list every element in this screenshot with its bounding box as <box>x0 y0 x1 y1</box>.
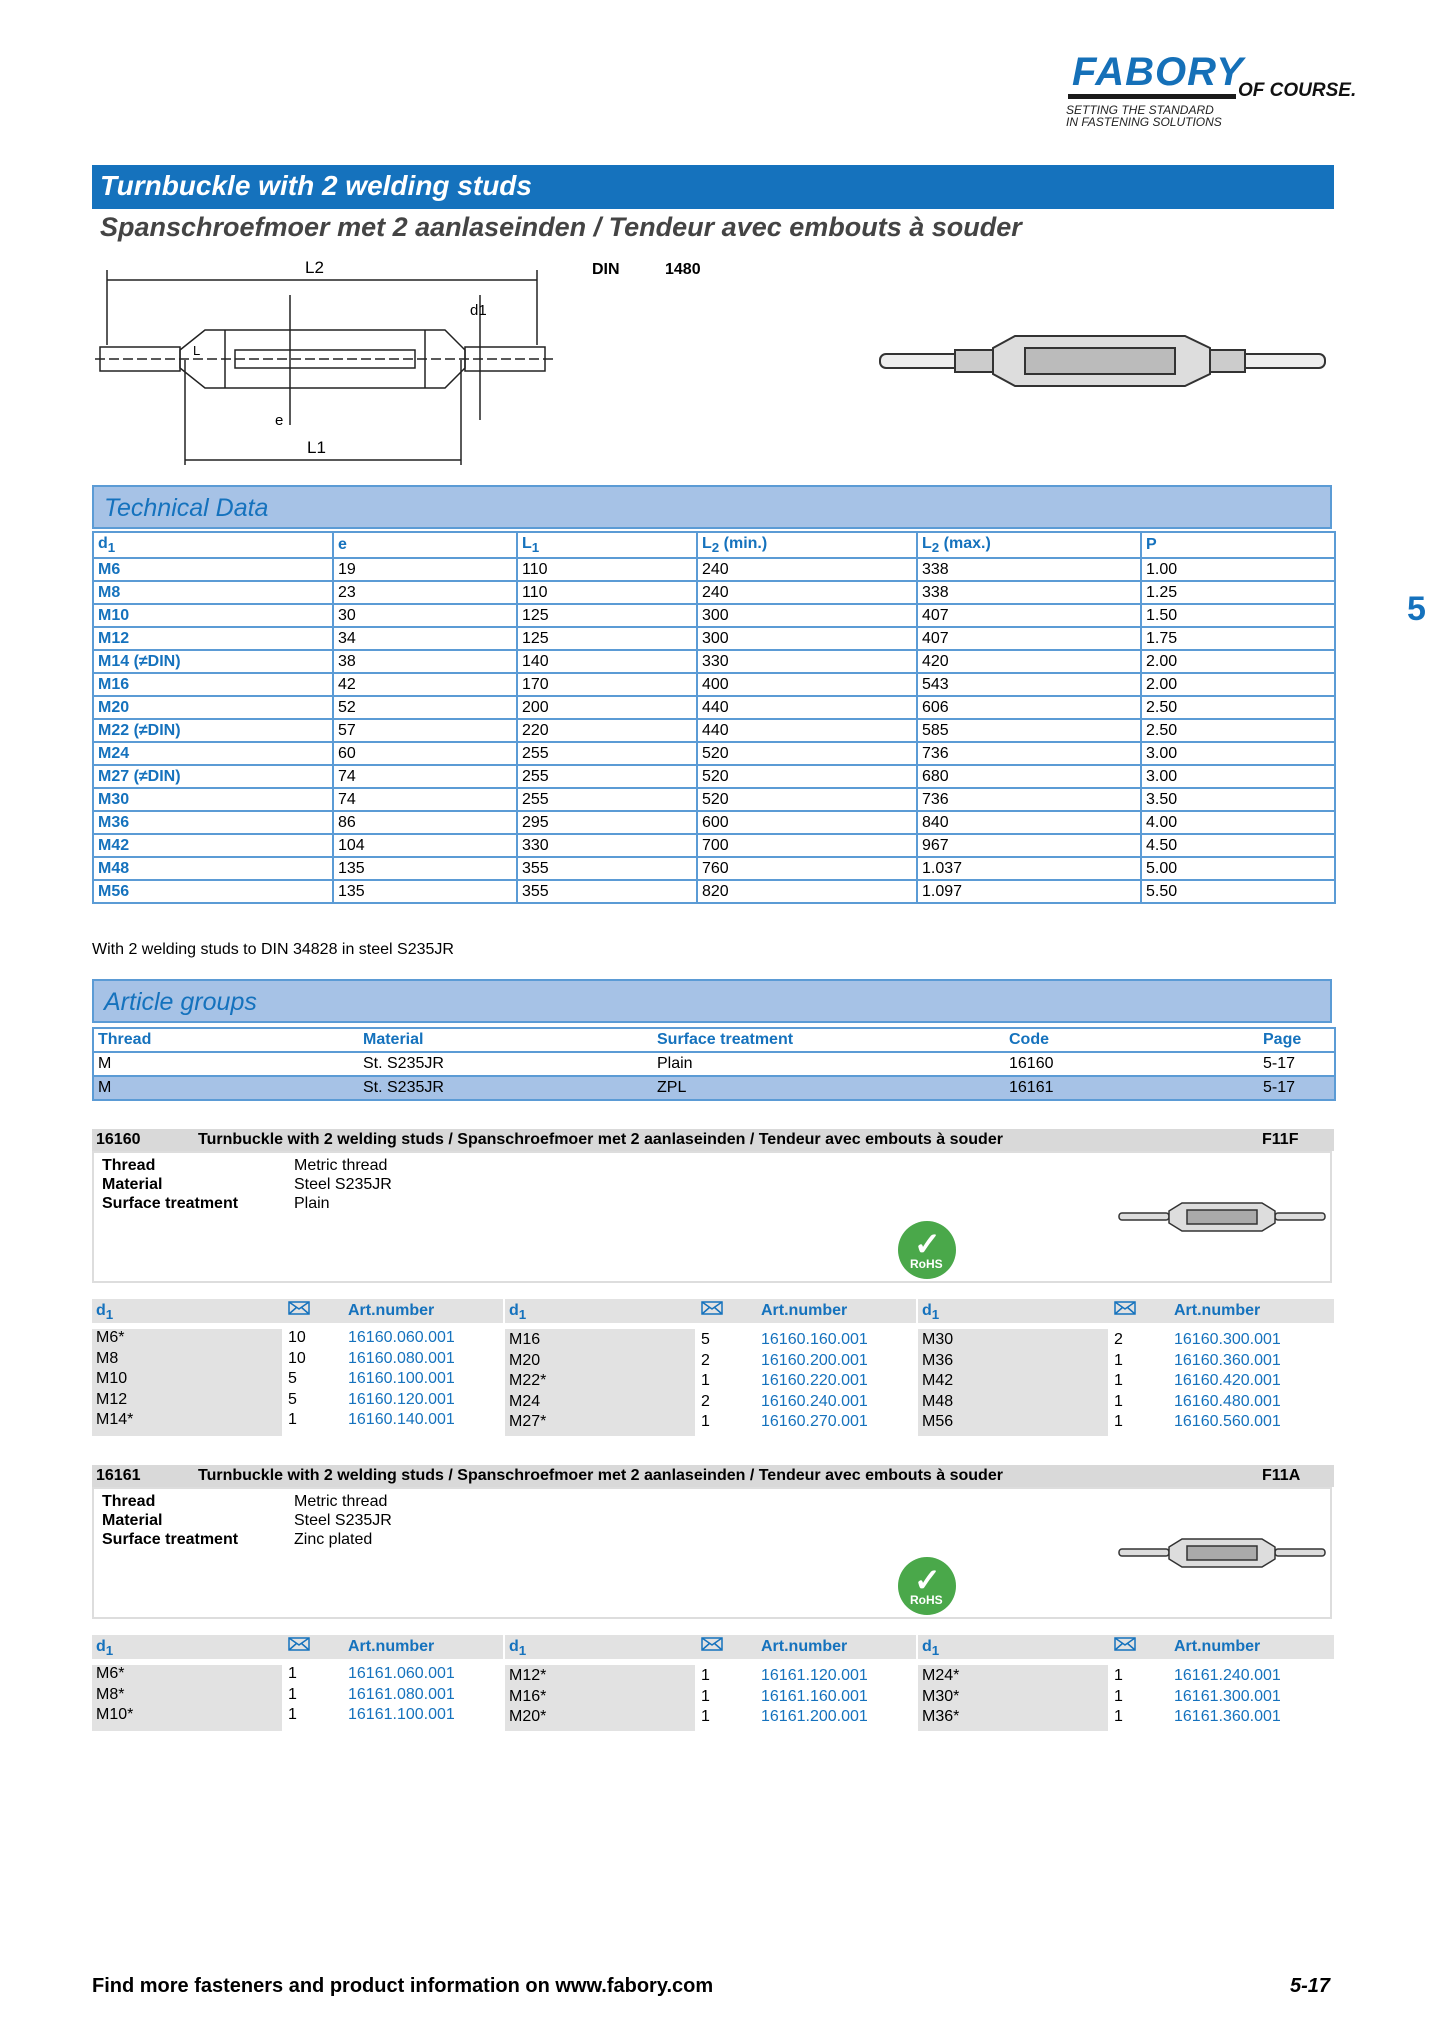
table-cell: 355 <box>517 857 697 880</box>
table-cell: 400 <box>697 673 917 696</box>
table-cell: 820 <box>697 880 917 903</box>
package-qty: 1 <box>1114 1708 1123 1725</box>
din-number: 1480 <box>665 261 701 278</box>
articles-header <box>92 1635 503 1659</box>
table-cell: 736 <box>917 742 1141 765</box>
table-cell: 220 <box>517 719 697 742</box>
thread-size: M30* <box>922 1687 960 1705</box>
ag-cell: St. S235JR <box>363 1055 444 1072</box>
property-label: Surface treatment <box>102 1531 239 1548</box>
thread-size: M22* <box>509 1372 547 1389</box>
label-e: e <box>275 412 284 429</box>
thread-size: M24 <box>509 1392 541 1410</box>
table-cell: 74 <box>333 788 517 811</box>
thread-size: M8* <box>96 1685 125 1703</box>
product-title: Turnbuckle with 2 welding studs / Spanschroefmoer met 2 aanlaseinden / Tendeur avec embouts à souder <box>198 1131 1003 1148</box>
table-cell: 736 <box>917 788 1141 811</box>
product-header-bar <box>92 1129 1334 1151</box>
article-groups-title: Article groups <box>104 988 257 1016</box>
article-number-link[interactable]: 16161.300.001 <box>1174 1687 1281 1705</box>
article-number-link[interactable]: 16160.200.001 <box>761 1351 868 1369</box>
col-art-number: Art.number <box>761 1638 848 1655</box>
article-groups-header <box>92 979 1332 1023</box>
table-row <box>93 834 1335 857</box>
property-value: Plain <box>294 1195 330 1212</box>
article-number-link[interactable]: 16160.360.001 <box>1174 1351 1281 1369</box>
package-qty: 1 <box>288 1685 297 1703</box>
thread-size-cell: M22 (≠DIN) <box>93 719 333 742</box>
table-row <box>93 811 1335 834</box>
article-number-link[interactable]: 16160.100.001 <box>348 1370 455 1387</box>
table-cell: 1.25 <box>1141 581 1335 604</box>
articles-header <box>918 1635 1334 1659</box>
col-d1: $d_1$ <box>922 1638 940 1659</box>
col-d1: $d_1$ <box>93 532 333 558</box>
ag-cell: ZPL <box>653 1076 1005 1100</box>
table-cell: 3.00 <box>1141 742 1335 765</box>
article-number-link[interactable]: 16161.240.001 <box>1174 1667 1281 1684</box>
brand-logo: FABORY <box>1072 50 1244 94</box>
article-number-link[interactable]: 16160.160.001 <box>761 1331 868 1348</box>
ag-col-surface: Surface treatment <box>653 1028 1005 1052</box>
table-row <box>93 742 1335 765</box>
thread-size: M42 <box>922 1372 954 1389</box>
article-number-link[interactable]: 16160.560.001 <box>1174 1413 1281 1430</box>
table-cell: 3.50 <box>1141 788 1335 811</box>
thread-size: M14* <box>96 1411 134 1428</box>
col-art-number: Art.number <box>348 1302 435 1319</box>
checkmark-icon: ✓ <box>914 1562 941 1598</box>
col-p: P <box>1141 532 1335 558</box>
ag-cell: M <box>98 1055 112 1072</box>
table-cell: 170 <box>517 673 697 696</box>
table-cell: 355 <box>517 880 697 903</box>
package-qty: 5 <box>288 1370 297 1387</box>
package-qty: 1 <box>701 1413 710 1430</box>
ag-col-page: Page <box>1259 1028 1335 1052</box>
turnbuckle-photo <box>875 328 1335 398</box>
property-label: Surface treatment <box>102 1195 239 1212</box>
thread-size: M20 <box>509 1351 541 1369</box>
product-code: 16161 <box>96 1467 141 1484</box>
property-value: Metric thread <box>294 1493 388 1510</box>
thread-size: M20* <box>509 1708 547 1725</box>
table-cell: 700 <box>697 834 917 857</box>
thread-size: M12 <box>96 1390 128 1408</box>
technical-note: With 2 welding studs to DIN 34828 in steel S235JR <box>92 941 454 958</box>
package-qty: 1 <box>288 1665 297 1682</box>
table-row <box>93 788 1335 811</box>
table-cell: 240 <box>697 558 917 581</box>
envelope-icon <box>1114 1300 1136 1321</box>
col-l2-min: $L_2$ (min.) <box>697 532 917 558</box>
table-cell: 125 <box>517 627 697 650</box>
col-d1: $d_1$ <box>96 1638 114 1659</box>
table-cell: 1.097 <box>917 880 1141 903</box>
article-number-link[interactable]: 16160.300.001 <box>1174 1331 1281 1348</box>
label-l2: L2 <box>305 258 324 277</box>
table-cell: 255 <box>517 742 697 765</box>
thread-size: M10* <box>96 1706 134 1723</box>
thread-size-cell: M8 <box>93 581 333 604</box>
table-cell: 38 <box>333 650 517 673</box>
table-cell: 520 <box>697 765 917 788</box>
turnbuckle-thumbnail <box>1117 1199 1327 1235</box>
table-cell: 1.75 <box>1141 627 1335 650</box>
envelope-icon <box>288 1636 310 1657</box>
table-cell: 5.50 <box>1141 880 1335 903</box>
ag-col-code: Code <box>1005 1028 1259 1052</box>
table-cell: 2.00 <box>1141 673 1335 696</box>
ag-cell: 16161 <box>1005 1076 1259 1100</box>
thread-size-cell: M14 (≠DIN) <box>93 650 333 673</box>
page-subtitle: Spanschroefmoer met 2 aanlaseinden / Tendeur avec embouts à souder <box>100 212 1022 242</box>
property-label: Thread <box>102 1493 156 1510</box>
table-cell: 5.00 <box>1141 857 1335 880</box>
property-value: Metric thread <box>294 1157 388 1174</box>
table-row <box>93 765 1335 788</box>
thread-size-cell: M6 <box>93 558 333 581</box>
table-row <box>93 1076 1335 1100</box>
thread-size-cell: M10 <box>93 604 333 627</box>
turnbuckle-thumbnail <box>1117 1535 1327 1571</box>
col-art-number: Art.number <box>348 1638 435 1655</box>
table-row <box>93 673 1335 696</box>
table-cell: 585 <box>917 719 1141 742</box>
article-groups-table <box>92 1027 1336 1101</box>
logo-tagline-line-2: IN FASTENING SOLUTIONS <box>1066 115 1222 129</box>
articles-header <box>92 1299 503 1323</box>
thread-size: M36* <box>922 1708 960 1725</box>
property-label: Material <box>102 1512 163 1529</box>
table-row <box>93 857 1335 880</box>
property-label: Material <box>102 1176 163 1193</box>
col-d1: $d_1$ <box>509 1638 527 1659</box>
table-cell: 1.50 <box>1141 604 1335 627</box>
table-cell: 440 <box>697 696 917 719</box>
col-l1: $L_1$ <box>517 532 697 558</box>
table-row <box>93 650 1335 673</box>
technical-data-title: Technical Data <box>104 494 269 522</box>
thread-size: M48 <box>922 1392 954 1410</box>
article-number-link[interactable]: 16161.080.001 <box>348 1685 455 1703</box>
table-cell: 407 <box>917 604 1141 627</box>
rohs-badge <box>898 1221 956 1279</box>
table-cell: 840 <box>917 811 1141 834</box>
table-cell: 52 <box>333 696 517 719</box>
package-qty: 1 <box>1114 1372 1123 1389</box>
product-title: Turnbuckle with 2 welding studs / Spanschroefmoer met 2 aanlaseinden / Tendeur avec embouts à souder <box>198 1467 1003 1484</box>
table-row <box>93 719 1335 742</box>
table-cell: 255 <box>517 765 697 788</box>
article-number-link[interactable]: 16161.160.001 <box>761 1687 868 1705</box>
table-cell: 135 <box>333 880 517 903</box>
package-qty: 1 <box>701 1708 710 1725</box>
col-l2-max: $L_2$ (max.) <box>917 532 1141 558</box>
article-number-link[interactable]: 16160.220.001 <box>761 1372 868 1389</box>
rohs-label: RoHS <box>910 1257 943 1271</box>
table-cell: 300 <box>697 604 917 627</box>
thread-size: M27* <box>509 1413 547 1430</box>
property-value: Steel S235JR <box>294 1512 392 1529</box>
package-qty: 1 <box>1114 1351 1123 1369</box>
property-label: Thread <box>102 1157 156 1174</box>
checkmark-icon: ✓ <box>914 1226 941 1262</box>
table-row <box>93 696 1335 719</box>
thread-size: M6* <box>96 1665 125 1682</box>
table-cell: 23 <box>333 581 517 604</box>
table-cell: 543 <box>917 673 1141 696</box>
thread-size: M8 <box>96 1349 119 1367</box>
package-qty: 5 <box>288 1390 297 1408</box>
logo-slogan: OF COURSE. <box>1238 80 1357 101</box>
logo-tagline <box>1066 104 1222 128</box>
table-cell: 34 <box>333 627 517 650</box>
package-qty: 2 <box>1114 1331 1123 1348</box>
table-cell: 60 <box>333 742 517 765</box>
table-cell: 520 <box>697 788 917 811</box>
label-d1: d1 <box>470 302 487 319</box>
property-value: Zinc plated <box>294 1531 373 1548</box>
articles-header <box>505 1635 916 1659</box>
envelope-icon <box>701 1300 723 1321</box>
table-cell: 4.00 <box>1141 811 1335 834</box>
product-ref: F11A <box>1262 1467 1301 1484</box>
package-qty: 1 <box>1114 1413 1123 1430</box>
package-qty: 1 <box>701 1687 710 1705</box>
article-number-link[interactable]: 16160.080.001 <box>348 1349 455 1367</box>
table-cell: 135 <box>333 857 517 880</box>
article-number-link[interactable]: 16160.420.001 <box>1174 1372 1281 1389</box>
envelope-icon <box>1114 1636 1136 1657</box>
table-cell: 338 <box>917 581 1141 604</box>
article-number-link[interactable]: 16161.060.001 <box>348 1665 455 1682</box>
table-cell: 140 <box>517 650 697 673</box>
package-qty: 1 <box>288 1411 297 1428</box>
technical-drawing <box>95 255 555 475</box>
package-qty: 10 <box>288 1329 306 1346</box>
table-cell: 295 <box>517 811 697 834</box>
package-qty: 10 <box>288 1349 306 1367</box>
table-cell: 600 <box>697 811 917 834</box>
table-cell: 760 <box>697 857 917 880</box>
table-cell: 74 <box>333 765 517 788</box>
package-qty: 2 <box>701 1351 710 1369</box>
table-cell: 1.00 <box>1141 558 1335 581</box>
thread-size-cell: M30 <box>93 788 333 811</box>
thread-size: M36 <box>922 1351 954 1369</box>
thread-size-cell: M24 <box>93 742 333 765</box>
package-qty: 5 <box>701 1331 710 1348</box>
table-cell: 255 <box>517 788 697 811</box>
table-cell: 2.50 <box>1141 696 1335 719</box>
ag-cell: Plain <box>657 1055 693 1072</box>
table-row <box>93 604 1335 627</box>
article-number-link[interactable]: 16160.270.001 <box>761 1413 868 1430</box>
article-number-link[interactable]: 16161.360.001 <box>1174 1708 1281 1725</box>
package-qty: 1 <box>1114 1392 1123 1410</box>
table-cell: 86 <box>333 811 517 834</box>
thread-size-cell: M48 <box>93 857 333 880</box>
table-cell: 3.00 <box>1141 765 1335 788</box>
thread-size: M6* <box>96 1329 125 1346</box>
technical-data-table <box>92 531 1336 904</box>
property-value: Steel S235JR <box>294 1176 392 1193</box>
label-l1: L1 <box>307 438 326 457</box>
table-cell: 4.50 <box>1141 834 1335 857</box>
rohs-label: RoHS <box>910 1593 943 1607</box>
technical-data-header <box>92 485 1332 529</box>
product-code: 16160 <box>96 1131 141 1148</box>
table-cell: 30 <box>333 604 517 627</box>
din-label: DIN <box>592 261 620 278</box>
package-qty: 1 <box>1114 1667 1123 1684</box>
package-qty: 1 <box>288 1706 297 1723</box>
table-cell: 407 <box>917 627 1141 650</box>
table-cell: 125 <box>517 604 697 627</box>
thread-size: M56 <box>922 1413 954 1430</box>
thread-size: M10 <box>96 1370 128 1387</box>
col-d1: $d_1$ <box>96 1302 114 1323</box>
thread-size-cell: M42 <box>93 834 333 857</box>
ag-cell: 16160 <box>1009 1055 1054 1072</box>
package-qty: 1 <box>1114 1687 1123 1705</box>
table-cell: 300 <box>697 627 917 650</box>
table-cell: 606 <box>917 696 1141 719</box>
thread-size-cell: M12 <box>93 627 333 650</box>
product-ref: F11F <box>1262 1131 1299 1148</box>
label-l: L <box>193 343 201 358</box>
article-number-link[interactable]: 16160.140.001 <box>348 1411 455 1428</box>
table-cell: 420 <box>917 650 1141 673</box>
table-cell: 240 <box>697 581 917 604</box>
chapter-number: 5 <box>1407 590 1426 628</box>
table-cell: 57 <box>333 719 517 742</box>
table-row <box>93 558 1335 581</box>
col-d1: $d_1$ <box>509 1302 527 1323</box>
table-cell: 330 <box>517 834 697 857</box>
ag-cell: 5-17 <box>1263 1055 1296 1072</box>
table-cell: 338 <box>917 558 1141 581</box>
table-cell: 200 <box>517 696 697 719</box>
col-d1: $d_1$ <box>922 1302 940 1323</box>
logo-tagline-line-1: SETTING THE STANDARD <box>1066 103 1214 117</box>
table-cell: 1.037 <box>917 857 1141 880</box>
thread-size-cell: M20 <box>93 696 333 719</box>
thread-size-cell: M36 <box>93 811 333 834</box>
col-art-number: Art.number <box>1174 1638 1261 1655</box>
envelope-icon <box>288 1300 310 1321</box>
col-e: e <box>333 532 517 558</box>
footer-text: Find more fasteners and product information on www.fabory.com <box>92 1975 714 1997</box>
thread-size: M16* <box>509 1687 547 1705</box>
table-cell: 19 <box>333 558 517 581</box>
article-number-link[interactable]: 16160.240.001 <box>761 1392 868 1410</box>
table-cell: 680 <box>917 765 1141 788</box>
article-number-link[interactable]: 16160.120.001 <box>348 1390 455 1408</box>
table-cell: 110 <box>517 558 697 581</box>
thread-size-cell: M16 <box>93 673 333 696</box>
table-cell: 110 <box>517 581 697 604</box>
package-qty: 1 <box>701 1667 710 1684</box>
thread-size: M24* <box>922 1667 960 1684</box>
table-cell: 104 <box>333 834 517 857</box>
table-row <box>93 627 1335 650</box>
product-header-bar <box>92 1465 1334 1487</box>
ag-col-material: Material <box>359 1028 653 1052</box>
table-cell: 330 <box>697 650 917 673</box>
table-cell: 967 <box>917 834 1141 857</box>
page-number: 5-17 <box>1290 1975 1331 1997</box>
thread-size: M30 <box>922 1331 954 1348</box>
logo-underline <box>1068 94 1236 99</box>
package-qty: 1 <box>701 1372 710 1389</box>
article-number-link[interactable]: 16161.200.001 <box>761 1708 868 1725</box>
ag-col-thread: Thread <box>93 1028 359 1052</box>
article-number-link[interactable]: 16161.120.001 <box>761 1667 868 1684</box>
thread-size-cell: M27 (≠DIN) <box>93 765 333 788</box>
col-art-number: Art.number <box>761 1302 848 1319</box>
rohs-badge <box>898 1557 956 1615</box>
article-number-link[interactable]: 16161.100.001 <box>348 1706 455 1723</box>
articles-header <box>505 1299 916 1323</box>
table-row <box>93 880 1335 903</box>
thread-size: M16 <box>509 1331 541 1348</box>
table-cell: 42 <box>333 673 517 696</box>
table-cell: 440 <box>697 719 917 742</box>
article-number-link[interactable]: 16160.060.001 <box>348 1329 455 1346</box>
articles-header <box>918 1299 1334 1323</box>
table-cell: 520 <box>697 742 917 765</box>
thread-size-cell: M56 <box>93 880 333 903</box>
ag-cell: M <box>93 1076 359 1100</box>
article-number-link[interactable]: 16160.480.001 <box>1174 1392 1281 1410</box>
table-cell: 2.00 <box>1141 650 1335 673</box>
envelope-icon <box>701 1636 723 1657</box>
ag-cell: St. S235JR <box>359 1076 653 1100</box>
thread-size: M12* <box>509 1667 547 1684</box>
col-art-number: Art.number <box>1174 1302 1261 1319</box>
page-title: Turnbuckle with 2 welding studs <box>100 170 532 201</box>
ag-cell: 5-17 <box>1259 1076 1335 1100</box>
table-row <box>93 1052 1335 1076</box>
table-row <box>93 581 1335 604</box>
table-cell: 2.50 <box>1141 719 1335 742</box>
package-qty: 2 <box>701 1392 710 1410</box>
